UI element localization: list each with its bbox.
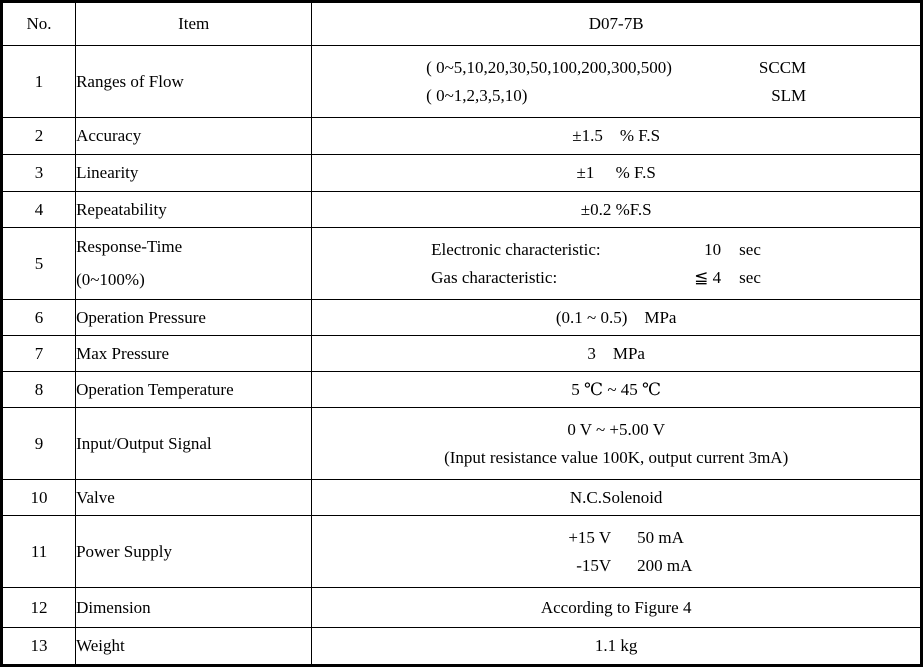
power-line — [501, 524, 731, 552]
column-header-item: Item — [76, 2, 312, 46]
row-value: ±0.2 %F.S — [312, 192, 922, 228]
response-line — [431, 264, 801, 292]
power-line — [501, 552, 731, 580]
row-value: ±1 % F.S — [312, 155, 922, 192]
row-item-label: Valve — [76, 480, 312, 516]
table-row — [2, 155, 922, 192]
table-row — [2, 46, 922, 118]
row-item-label: Ranges of Flow — [76, 46, 312, 118]
range-text: ( 0~1,2,3,5,10) — [426, 85, 528, 105]
item-line: (0~100%) — [76, 270, 145, 289]
row-number: 8 — [2, 372, 76, 408]
range-text: ( 0~5,10,20,30,50,100,200,300,500) — [426, 57, 672, 77]
row-item-label: Weight — [76, 628, 312, 666]
row-number: 5 — [2, 228, 76, 300]
row-number: 10 — [2, 480, 76, 516]
range-unit: SCCM — [758, 57, 807, 77]
row-value: ±1.5 % F.S — [312, 118, 922, 155]
table-row — [2, 480, 922, 516]
row-item-label: Power Supply — [76, 516, 312, 588]
signal-stack — [444, 416, 788, 472]
row-number: 11 — [2, 516, 76, 588]
row-item-label: Operation Temperature — [76, 372, 312, 408]
table-row — [2, 118, 922, 155]
table-row — [2, 300, 922, 336]
row-item-label — [76, 228, 312, 300]
row-item-label: Accuracy — [76, 118, 312, 155]
row-number: 13 — [2, 628, 76, 666]
row-item-label: Dimension — [76, 588, 312, 628]
table-row — [2, 192, 922, 228]
table-row — [2, 372, 922, 408]
row-value: 3 MPa — [312, 336, 922, 372]
item-stack — [76, 233, 182, 294]
row-value — [312, 46, 922, 118]
range-stack — [426, 54, 806, 110]
row-number: 2 — [2, 118, 76, 155]
column-header-no: No. — [2, 2, 76, 46]
response-stack — [431, 236, 801, 292]
signal-line: 0 V ~ +5.00 V — [567, 419, 665, 439]
row-item-label: Operation Pressure — [76, 300, 312, 336]
row-value: 5 ℃ ~ 45 ℃ — [312, 372, 922, 408]
row-value — [312, 228, 922, 300]
row-number: 3 — [2, 155, 76, 192]
power-voltage: +15 V — [568, 527, 612, 547]
response-value: 10 — [704, 239, 722, 259]
row-value: (0.1 ~ 0.5) MPa — [312, 300, 922, 336]
row-number: 4 — [2, 192, 76, 228]
response-label: Gas characteristic: — [431, 267, 558, 287]
power-current: 50 mA — [637, 527, 684, 547]
table-row — [2, 588, 922, 628]
table-row — [2, 336, 922, 372]
response-unit: sec — [739, 239, 761, 259]
table-row — [2, 516, 922, 588]
range-unit: SLM — [771, 85, 807, 105]
range-line — [426, 54, 806, 82]
row-value: 1.1 kg — [312, 628, 922, 666]
row-value — [312, 408, 922, 480]
row-value — [312, 516, 922, 588]
row-number: 1 — [2, 46, 76, 118]
row-number: 6 — [2, 300, 76, 336]
response-value: ≦ 4 — [694, 267, 722, 287]
table-row — [2, 408, 922, 480]
range-line — [426, 82, 806, 110]
column-header-model: D07-7B — [312, 2, 922, 46]
row-value: N.C.Solenoid — [312, 480, 922, 516]
signal-line: (Input resistance value 100K, output current 3mA) — [444, 447, 789, 467]
row-value: According to Figure 4 — [312, 588, 922, 628]
row-item-label: Repeatability — [76, 192, 312, 228]
row-number: 7 — [2, 336, 76, 372]
row-number: 9 — [2, 408, 76, 480]
item-line: Response-Time — [76, 237, 183, 257]
table-row — [2, 228, 922, 300]
row-item-label: Linearity — [76, 155, 312, 192]
row-item-label: Input/Output Signal — [76, 408, 312, 480]
table-row — [2, 628, 922, 666]
power-stack — [501, 524, 731, 580]
row-number: 12 — [2, 588, 76, 628]
response-label: Electronic characteristic: — [431, 239, 601, 259]
power-voltage: -15V — [576, 555, 612, 575]
table-header-row — [2, 2, 922, 46]
response-unit: sec — [739, 267, 761, 287]
row-item-label: Max Pressure — [76, 336, 312, 372]
response-line — [431, 236, 801, 264]
power-current: 200 mA — [637, 555, 693, 575]
